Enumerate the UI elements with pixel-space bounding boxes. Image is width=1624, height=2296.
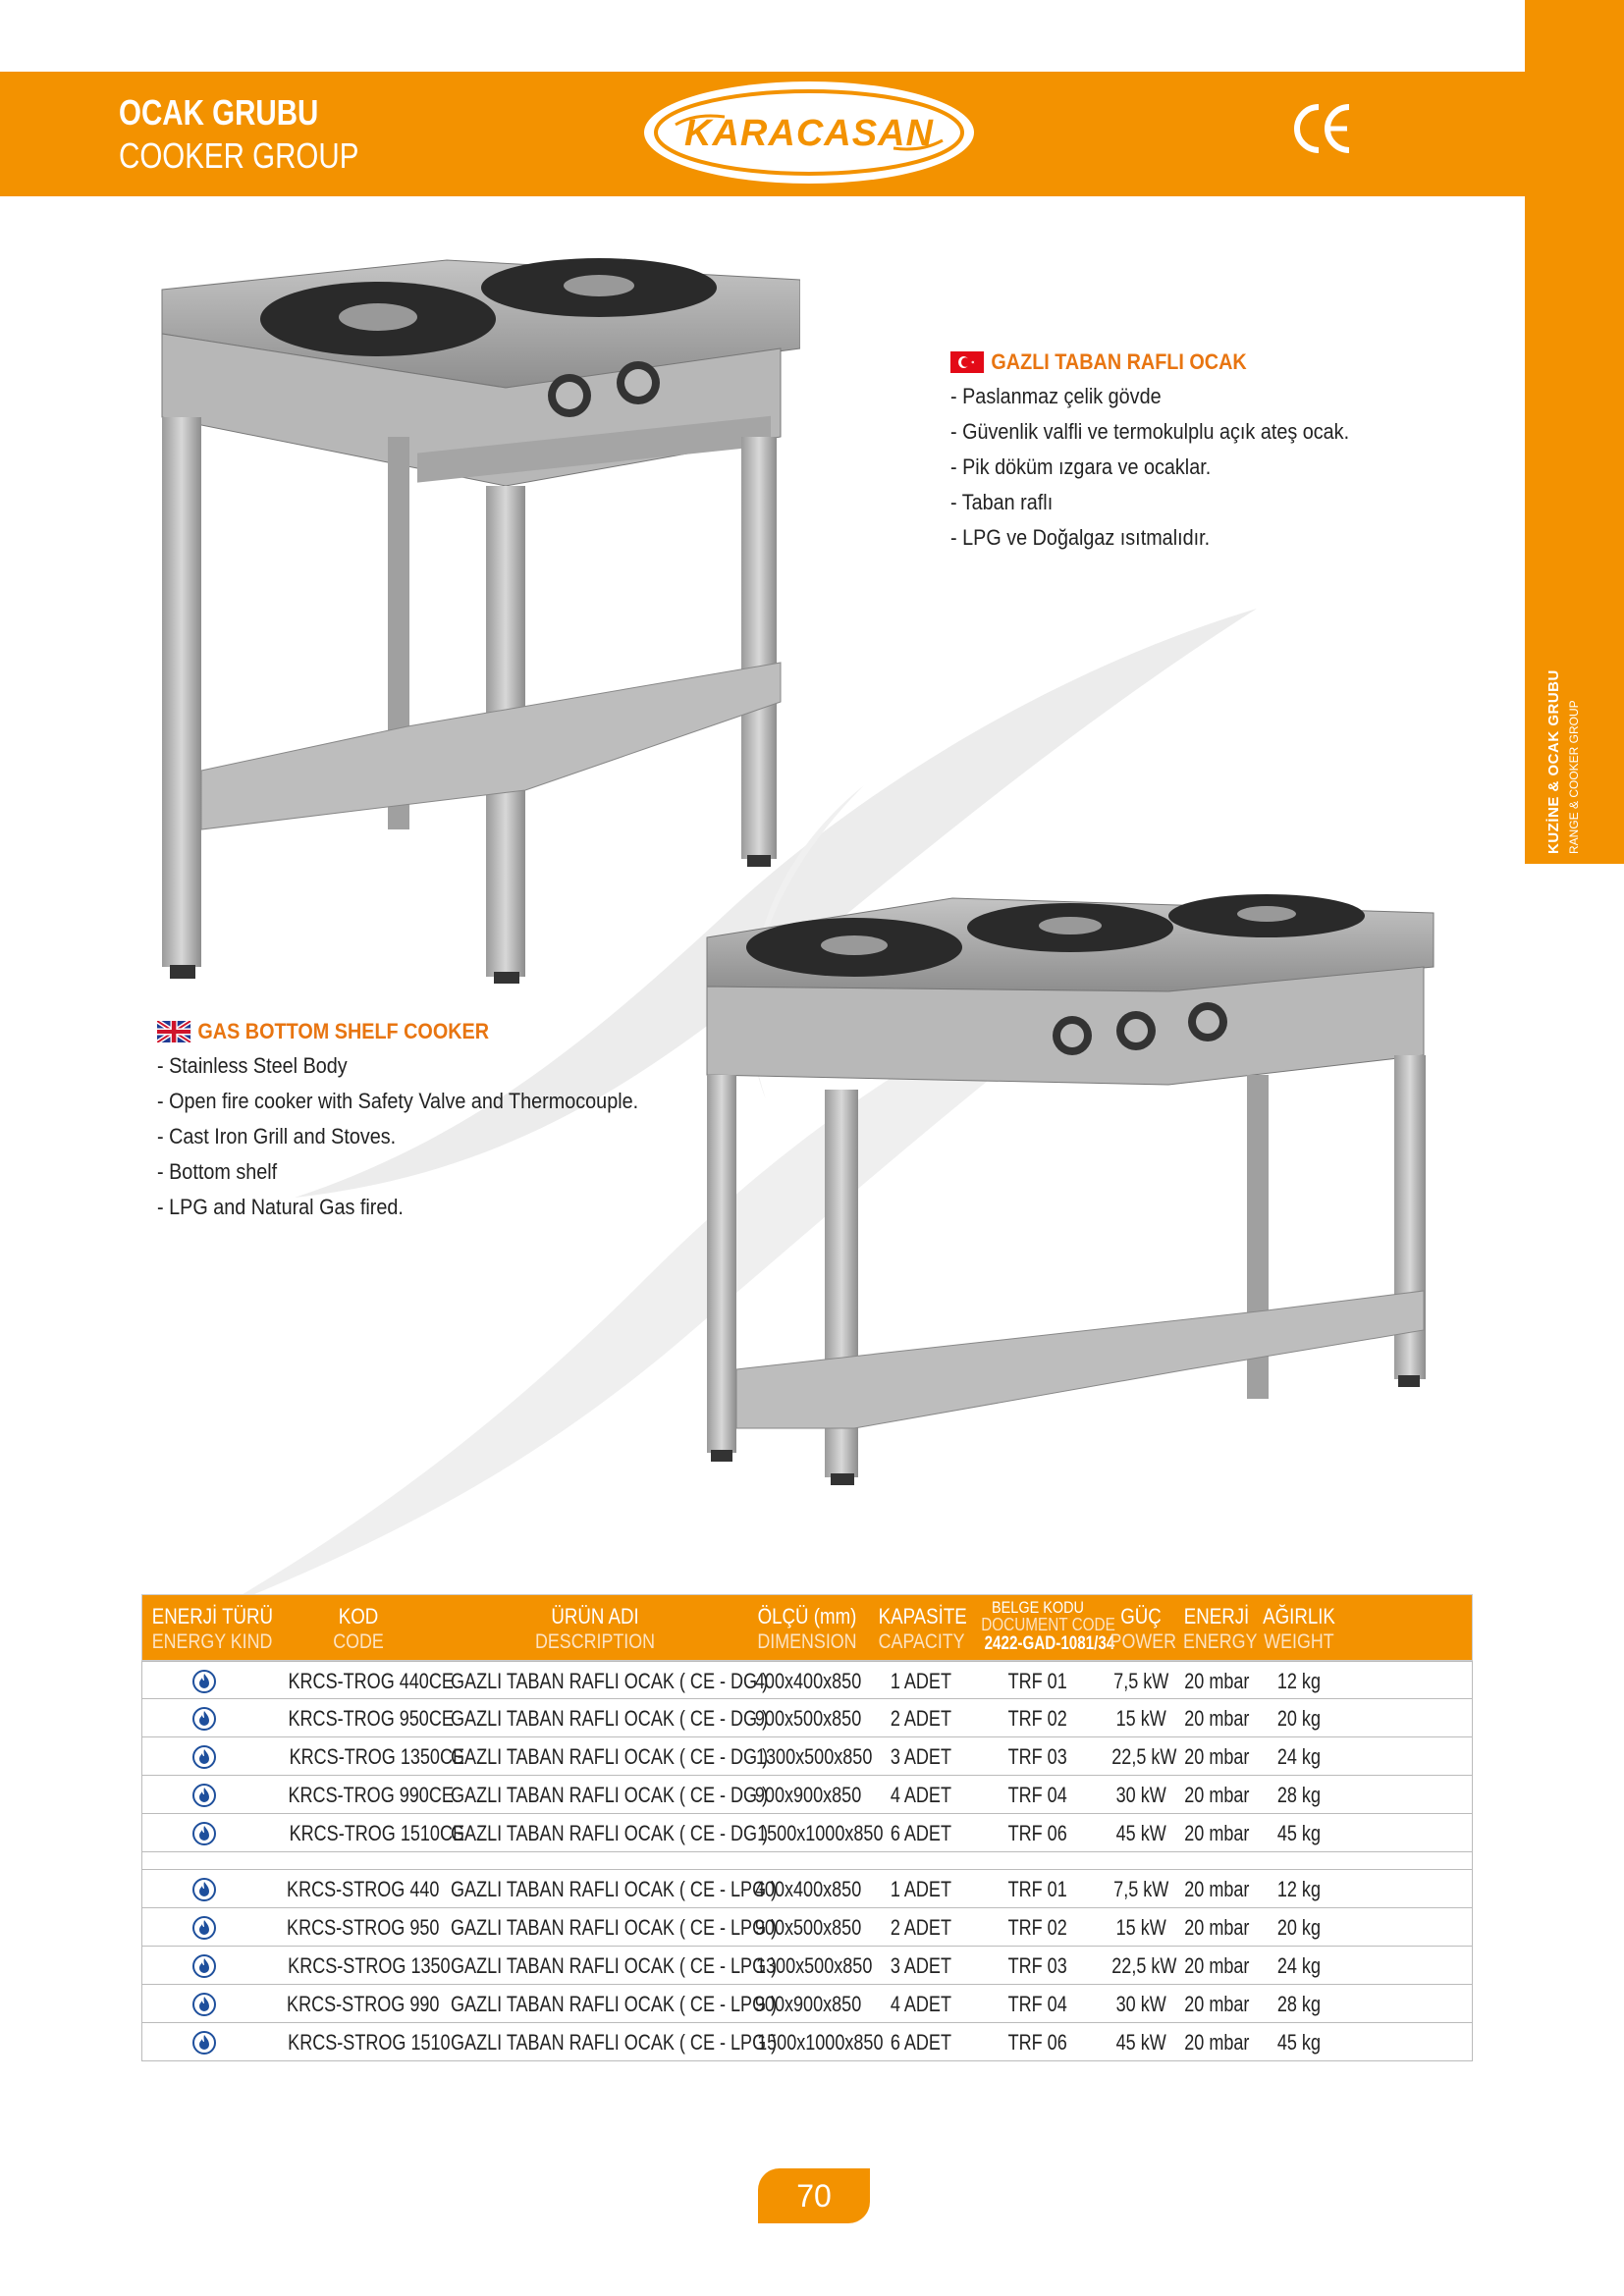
cell-power xyxy=(1105,1662,1177,1700)
cell-text: 1500x1000x850 xyxy=(757,1821,884,1845)
cell-text: 45 kW xyxy=(1115,1821,1166,1845)
cell-text: 20 mbar xyxy=(1184,1953,1250,1978)
cell-code xyxy=(270,1870,447,1908)
cell-code xyxy=(270,1662,454,1700)
table-row xyxy=(142,1908,1472,1947)
cell-text: GAZLI TABAN RAFLI OCAK ( CE - LPG ) xyxy=(451,2030,778,2055)
gas-flame-icon xyxy=(191,1992,217,2017)
cell-desc xyxy=(447,2023,778,2061)
cell-energy xyxy=(1177,1870,1256,1908)
cell-weight xyxy=(1256,1870,1342,1908)
cell-text: 20 mbar xyxy=(1184,1992,1250,2016)
cell-text: GAZLI TABAN RAFLI OCAK ( CE - DG ) xyxy=(451,1669,769,1693)
cell-weight xyxy=(1256,1699,1342,1737)
cell-code xyxy=(270,1985,447,2023)
cell-text: GAZLI TABAN RAFLI OCAK ( CE - DG ) xyxy=(451,1706,769,1731)
col-description: ÜRÜN ADI DESCRIPTION xyxy=(534,1604,655,1653)
cell-text: KRCS-TROG 950CE xyxy=(288,1706,454,1731)
table-group-separator xyxy=(142,1852,1472,1870)
cell-desc xyxy=(447,1947,778,1985)
description-tr-item: - Paslanmaz çelik gövde xyxy=(950,384,1162,408)
cell-cap xyxy=(871,1947,971,1985)
cell-text: 400x400x850 xyxy=(754,1669,862,1693)
description-tr-item: - Güvenlik valfli ve termokulplu açık ateş ocak. xyxy=(950,419,1350,444)
cell-energy xyxy=(1177,1814,1256,1852)
col-capacity: KAPASİTE CAPACITY xyxy=(878,1604,967,1653)
cell-power xyxy=(1105,1737,1177,1776)
cell-power xyxy=(1105,1908,1177,1947)
cell-text: 15 kW xyxy=(1115,1706,1166,1731)
cell-text: 24 kg xyxy=(1276,1744,1322,1769)
description-en-item: - Cast Iron Grill and Stoves. xyxy=(157,1124,397,1148)
col-power: GÜÇ POWER xyxy=(1110,1604,1176,1653)
description-en-item: - Stainless Steel Body xyxy=(157,1053,348,1078)
description-en-item: - LPG and Natural Gas fired. xyxy=(157,1195,404,1219)
cell-doc xyxy=(971,1985,1105,2023)
cell-text: TRF 03 xyxy=(1007,1953,1068,1978)
cell-text: 20 mbar xyxy=(1184,1783,1250,1807)
cell-power xyxy=(1105,1947,1177,1985)
cell-text: 2 ADET xyxy=(890,1706,952,1731)
table-header xyxy=(141,1594,1473,1661)
gas-flame-icon xyxy=(191,1877,217,1902)
svg-text:KARACASAN: KARACASAN xyxy=(684,113,934,154)
cell-code xyxy=(270,1699,454,1737)
cell-desc xyxy=(447,1776,769,1814)
cell-doc xyxy=(971,2023,1105,2061)
cell-energy xyxy=(1177,2023,1256,2061)
page-title-en: COOKER GROUP xyxy=(119,135,359,176)
cell-text: 30 kW xyxy=(1115,1783,1166,1807)
cell-code xyxy=(270,1776,454,1814)
cell-text: 1 ADET xyxy=(890,1669,952,1693)
col-energy: ENERJİ ENERGY xyxy=(1183,1604,1258,1653)
cell-text: KRCS-STROG 1350 xyxy=(288,1953,451,1978)
cell-cap xyxy=(871,1814,971,1852)
table-row xyxy=(142,1985,1472,2023)
cell-power xyxy=(1105,1814,1177,1852)
cell-weight xyxy=(1256,1737,1342,1776)
cell-desc xyxy=(447,1814,769,1852)
cell-text: 45 kg xyxy=(1276,1821,1322,1845)
cell-text: TRF 01 xyxy=(1007,1669,1068,1693)
cell-dim xyxy=(743,1985,871,2023)
cell-text: 22,5 kW xyxy=(1111,1953,1177,1978)
cell-dim xyxy=(743,1699,871,1737)
brand-logo xyxy=(636,74,982,191)
cell-text: TRF 02 xyxy=(1007,1915,1068,1940)
cell-text: 3 ADET xyxy=(890,1953,952,1978)
cell-text: 20 mbar xyxy=(1184,2030,1250,2055)
cell-text: GAZLI TABAN RAFLI OCAK ( CE - DG ) xyxy=(451,1821,769,1845)
cell-power xyxy=(1105,1985,1177,2023)
gas-flame-icon xyxy=(191,1953,217,1979)
cell-text: 30 kW xyxy=(1115,1992,1166,2016)
cell-text: GAZLI TABAN RAFLI OCAK ( CE - DG ) xyxy=(451,1744,769,1769)
cell-text: 20 mbar xyxy=(1184,1877,1250,1901)
table-row xyxy=(142,1776,1472,1814)
cell-text: 7,5 kW xyxy=(1112,1669,1169,1693)
table-row xyxy=(142,1699,1472,1737)
cell-dim xyxy=(743,1908,871,1947)
cell-text: TRF 02 xyxy=(1007,1706,1068,1731)
cell-text: KRCS-TROG 990CE xyxy=(288,1783,454,1807)
cell-energy xyxy=(1177,1947,1256,1985)
cell-doc xyxy=(971,1699,1105,1737)
cell-power xyxy=(1105,1776,1177,1814)
cell-text: KRCS-STROG 440 xyxy=(287,1877,440,1901)
cell-power xyxy=(1105,2023,1177,2061)
cell-text: 400x400x850 xyxy=(754,1877,862,1901)
cell-doc xyxy=(971,1908,1105,1947)
cell-doc xyxy=(971,1737,1105,1776)
cell-desc xyxy=(447,1737,769,1776)
spec-table xyxy=(141,1594,1473,2061)
page-title-tr: OCAK GRUBU xyxy=(119,92,319,133)
cell-doc xyxy=(971,1947,1105,1985)
cell-dim xyxy=(743,1662,871,1700)
cell-code xyxy=(270,1737,465,1776)
table-row xyxy=(142,1870,1472,1908)
cell-text: 20 kg xyxy=(1276,1706,1322,1731)
cell-code xyxy=(270,1814,465,1852)
gas-flame-icon xyxy=(191,2030,217,2056)
table-row xyxy=(142,1814,1472,1852)
cell-text: KRCS-TROG 1510CE xyxy=(289,1821,465,1845)
product-image-two-burner xyxy=(152,240,800,987)
cell-energy xyxy=(1177,1985,1256,2023)
cell-text: 20 mbar xyxy=(1184,1706,1250,1731)
cell-text: KRCS-STROG 1510 xyxy=(288,2030,451,2055)
cell-text: GAZLI TABAN RAFLI OCAK ( CE - LPG ) xyxy=(451,1877,778,1901)
cell-code xyxy=(270,1947,451,1985)
cell-text: KRCS-STROG 950 xyxy=(287,1915,440,1940)
cell-text: 20 mbar xyxy=(1184,1915,1250,1940)
cell-dim xyxy=(743,1776,871,1814)
cell-desc xyxy=(447,1908,778,1947)
cell-dim xyxy=(743,1870,871,1908)
cell-cap xyxy=(871,2023,971,2061)
description-en xyxy=(157,1019,692,1225)
gas-flame-icon xyxy=(191,1706,217,1732)
cell-cap xyxy=(871,1870,971,1908)
cell-weight xyxy=(1256,1985,1342,2023)
cell-desc xyxy=(447,1662,769,1700)
cell-text: KRCS-TROG 440CE xyxy=(288,1669,454,1693)
side-band-label xyxy=(1551,854,1624,1070)
table-row xyxy=(142,1737,1472,1776)
cell-doc xyxy=(971,1662,1105,1700)
col-weight: AĞIRLIK WEIGHT xyxy=(1263,1604,1335,1653)
cell-text: 6 ADET xyxy=(890,2030,952,2055)
cell-energy xyxy=(1177,1699,1256,1737)
cell-dim xyxy=(743,1814,884,1852)
cell-doc xyxy=(971,1870,1105,1908)
cell-text: 28 kg xyxy=(1276,1992,1322,2016)
cell-text: 28 kg xyxy=(1276,1783,1322,1807)
cell-text: GAZLI TABAN RAFLI OCAK ( CE - LPG ) xyxy=(451,1953,778,1978)
description-en-item: - Bottom shelf xyxy=(157,1159,278,1184)
cell-weight xyxy=(1256,1814,1342,1852)
cell-text: 12 kg xyxy=(1276,1877,1322,1901)
cell-doc xyxy=(971,1814,1105,1852)
description-tr-title: GAZLI TABAN RAFLI OCAK xyxy=(950,349,1349,375)
gas-flame-icon xyxy=(191,1783,217,1808)
cell-dim xyxy=(743,2023,884,2061)
cell-text: GAZLI TABAN RAFLI OCAK ( CE - LPG ) xyxy=(451,1992,778,2016)
col-dimension: ÖLÇÜ (mm) DIMENSION xyxy=(757,1604,857,1653)
cell-text: 3 ADET xyxy=(890,1744,952,1769)
cell-doc xyxy=(971,1776,1105,1814)
cell-text: 7,5 kW xyxy=(1112,1877,1169,1901)
description-en-title: GAS BOTTOM SHELF COOKER xyxy=(157,1019,638,1044)
cell-text: TRF 04 xyxy=(1007,1783,1068,1807)
cell-energy xyxy=(1177,1908,1256,1947)
gas-flame-icon xyxy=(191,1669,217,1694)
table-row xyxy=(142,2023,1472,2061)
cell-text: 1300x500x850 xyxy=(755,1744,873,1769)
cell-desc xyxy=(447,1699,769,1737)
cell-text: KRCS-STROG 990 xyxy=(287,1992,440,2016)
cell-desc xyxy=(447,1985,778,2023)
cell-cap xyxy=(871,1908,971,1947)
table-row xyxy=(142,1661,1472,1699)
cell-text: 1500x1000x850 xyxy=(757,2030,884,2055)
cell-text: 20 mbar xyxy=(1184,1821,1250,1845)
cell-weight xyxy=(1256,1776,1342,1814)
cell-text: 20 mbar xyxy=(1184,1669,1250,1693)
cell-text: GAZLI TABAN RAFLI OCAK ( CE - LPG ) xyxy=(451,1915,778,1940)
gas-flame-icon xyxy=(191,1915,217,1941)
cell-text: 900x500x850 xyxy=(754,1706,862,1731)
cell-power xyxy=(1105,1870,1177,1908)
cell-text: TRF 03 xyxy=(1007,1744,1068,1769)
col-code: KOD CODE xyxy=(333,1604,384,1653)
cell-text: 900x500x850 xyxy=(754,1915,862,1940)
cell-cap xyxy=(871,1737,971,1776)
cell-cap xyxy=(871,1776,971,1814)
cell-text: TRF 06 xyxy=(1007,2030,1068,2055)
gas-flame-icon xyxy=(191,1744,217,1770)
cell-weight xyxy=(1256,2023,1342,2061)
cell-energy xyxy=(1177,1662,1256,1700)
cell-cap xyxy=(871,1662,971,1700)
cell-dim xyxy=(743,1947,871,1985)
cell-code xyxy=(270,1908,447,1947)
cell-weight xyxy=(1256,1947,1342,1985)
cell-text: 900x900x850 xyxy=(754,1992,862,2016)
cell-text: TRF 06 xyxy=(1007,1821,1068,1845)
description-tr xyxy=(950,349,1393,556)
gas-flame-icon xyxy=(191,1821,217,1846)
col-energy-kind: ENERJİ TÜRÜ ENERGY KIND xyxy=(151,1604,274,1653)
cell-energy xyxy=(1177,1737,1256,1776)
side-band-text-1: KUZİNE & OCAK GRUBU xyxy=(1545,669,1562,854)
cell-text: 6 ADET xyxy=(890,1821,952,1845)
cell-text: 24 kg xyxy=(1276,1953,1322,1978)
cell-text: 45 kg xyxy=(1276,2030,1322,2055)
cell-weight xyxy=(1256,1908,1342,1947)
side-band-text-2: RANGE & COOKER GROUP xyxy=(1567,700,1581,854)
cell-text: 12 kg xyxy=(1276,1669,1322,1693)
cell-text: 2 ADET xyxy=(890,1915,952,1940)
cell-text: 22,5 kW xyxy=(1111,1744,1177,1769)
cell-text: 1 ADET xyxy=(890,1877,952,1901)
cell-text: TRF 04 xyxy=(1007,1992,1068,2016)
cell-dim xyxy=(743,1737,871,1776)
cell-power xyxy=(1105,1699,1177,1737)
cell-text: 20 kg xyxy=(1276,1915,1322,1940)
uk-flag-icon xyxy=(157,1021,190,1042)
cell-text: TRF 01 xyxy=(1007,1877,1068,1901)
cell-text: 900x900x850 xyxy=(754,1783,862,1807)
table-row xyxy=(142,1947,1472,1985)
cell-text: 4 ADET xyxy=(890,1783,952,1807)
cell-text: 4 ADET xyxy=(890,1992,952,2016)
ce-mark xyxy=(1292,101,1355,156)
col-document-code: BELGE KODU DOCUMENT CODE 2422-GAD-1081/34 xyxy=(981,1598,1115,1654)
table-body xyxy=(141,1661,1473,2061)
cell-desc xyxy=(447,1870,778,1908)
description-tr-item: - LPG ve Doğalgaz ısıtmalıdır. xyxy=(950,525,1211,550)
cell-weight xyxy=(1256,1662,1342,1700)
turkey-flag-icon xyxy=(950,351,984,373)
cell-text: 15 kW xyxy=(1115,1915,1166,1940)
cell-text: GAZLI TABAN RAFLI OCAK ( CE - DG ) xyxy=(451,1783,769,1807)
cell-cap xyxy=(871,1699,971,1737)
cell-energy xyxy=(1177,1776,1256,1814)
description-en-item: - Open fire cooker with Safety Valve and Thermocouple. xyxy=(157,1089,639,1113)
cell-cap xyxy=(871,1985,971,2023)
page-number: 70 xyxy=(758,2168,870,2223)
product-image-three-burner xyxy=(697,879,1443,1487)
cell-text: 45 kW xyxy=(1115,2030,1166,2055)
cell-text: KRCS-TROG 1350CE xyxy=(289,1744,465,1769)
cell-code xyxy=(270,2023,451,2061)
cell-text: 20 mbar xyxy=(1184,1744,1250,1769)
description-tr-item: - Taban raflı xyxy=(950,490,1054,514)
cell-text: 1300x500x850 xyxy=(755,1953,873,1978)
description-tr-item: - Pik döküm ızgara ve ocaklar. xyxy=(950,454,1212,479)
